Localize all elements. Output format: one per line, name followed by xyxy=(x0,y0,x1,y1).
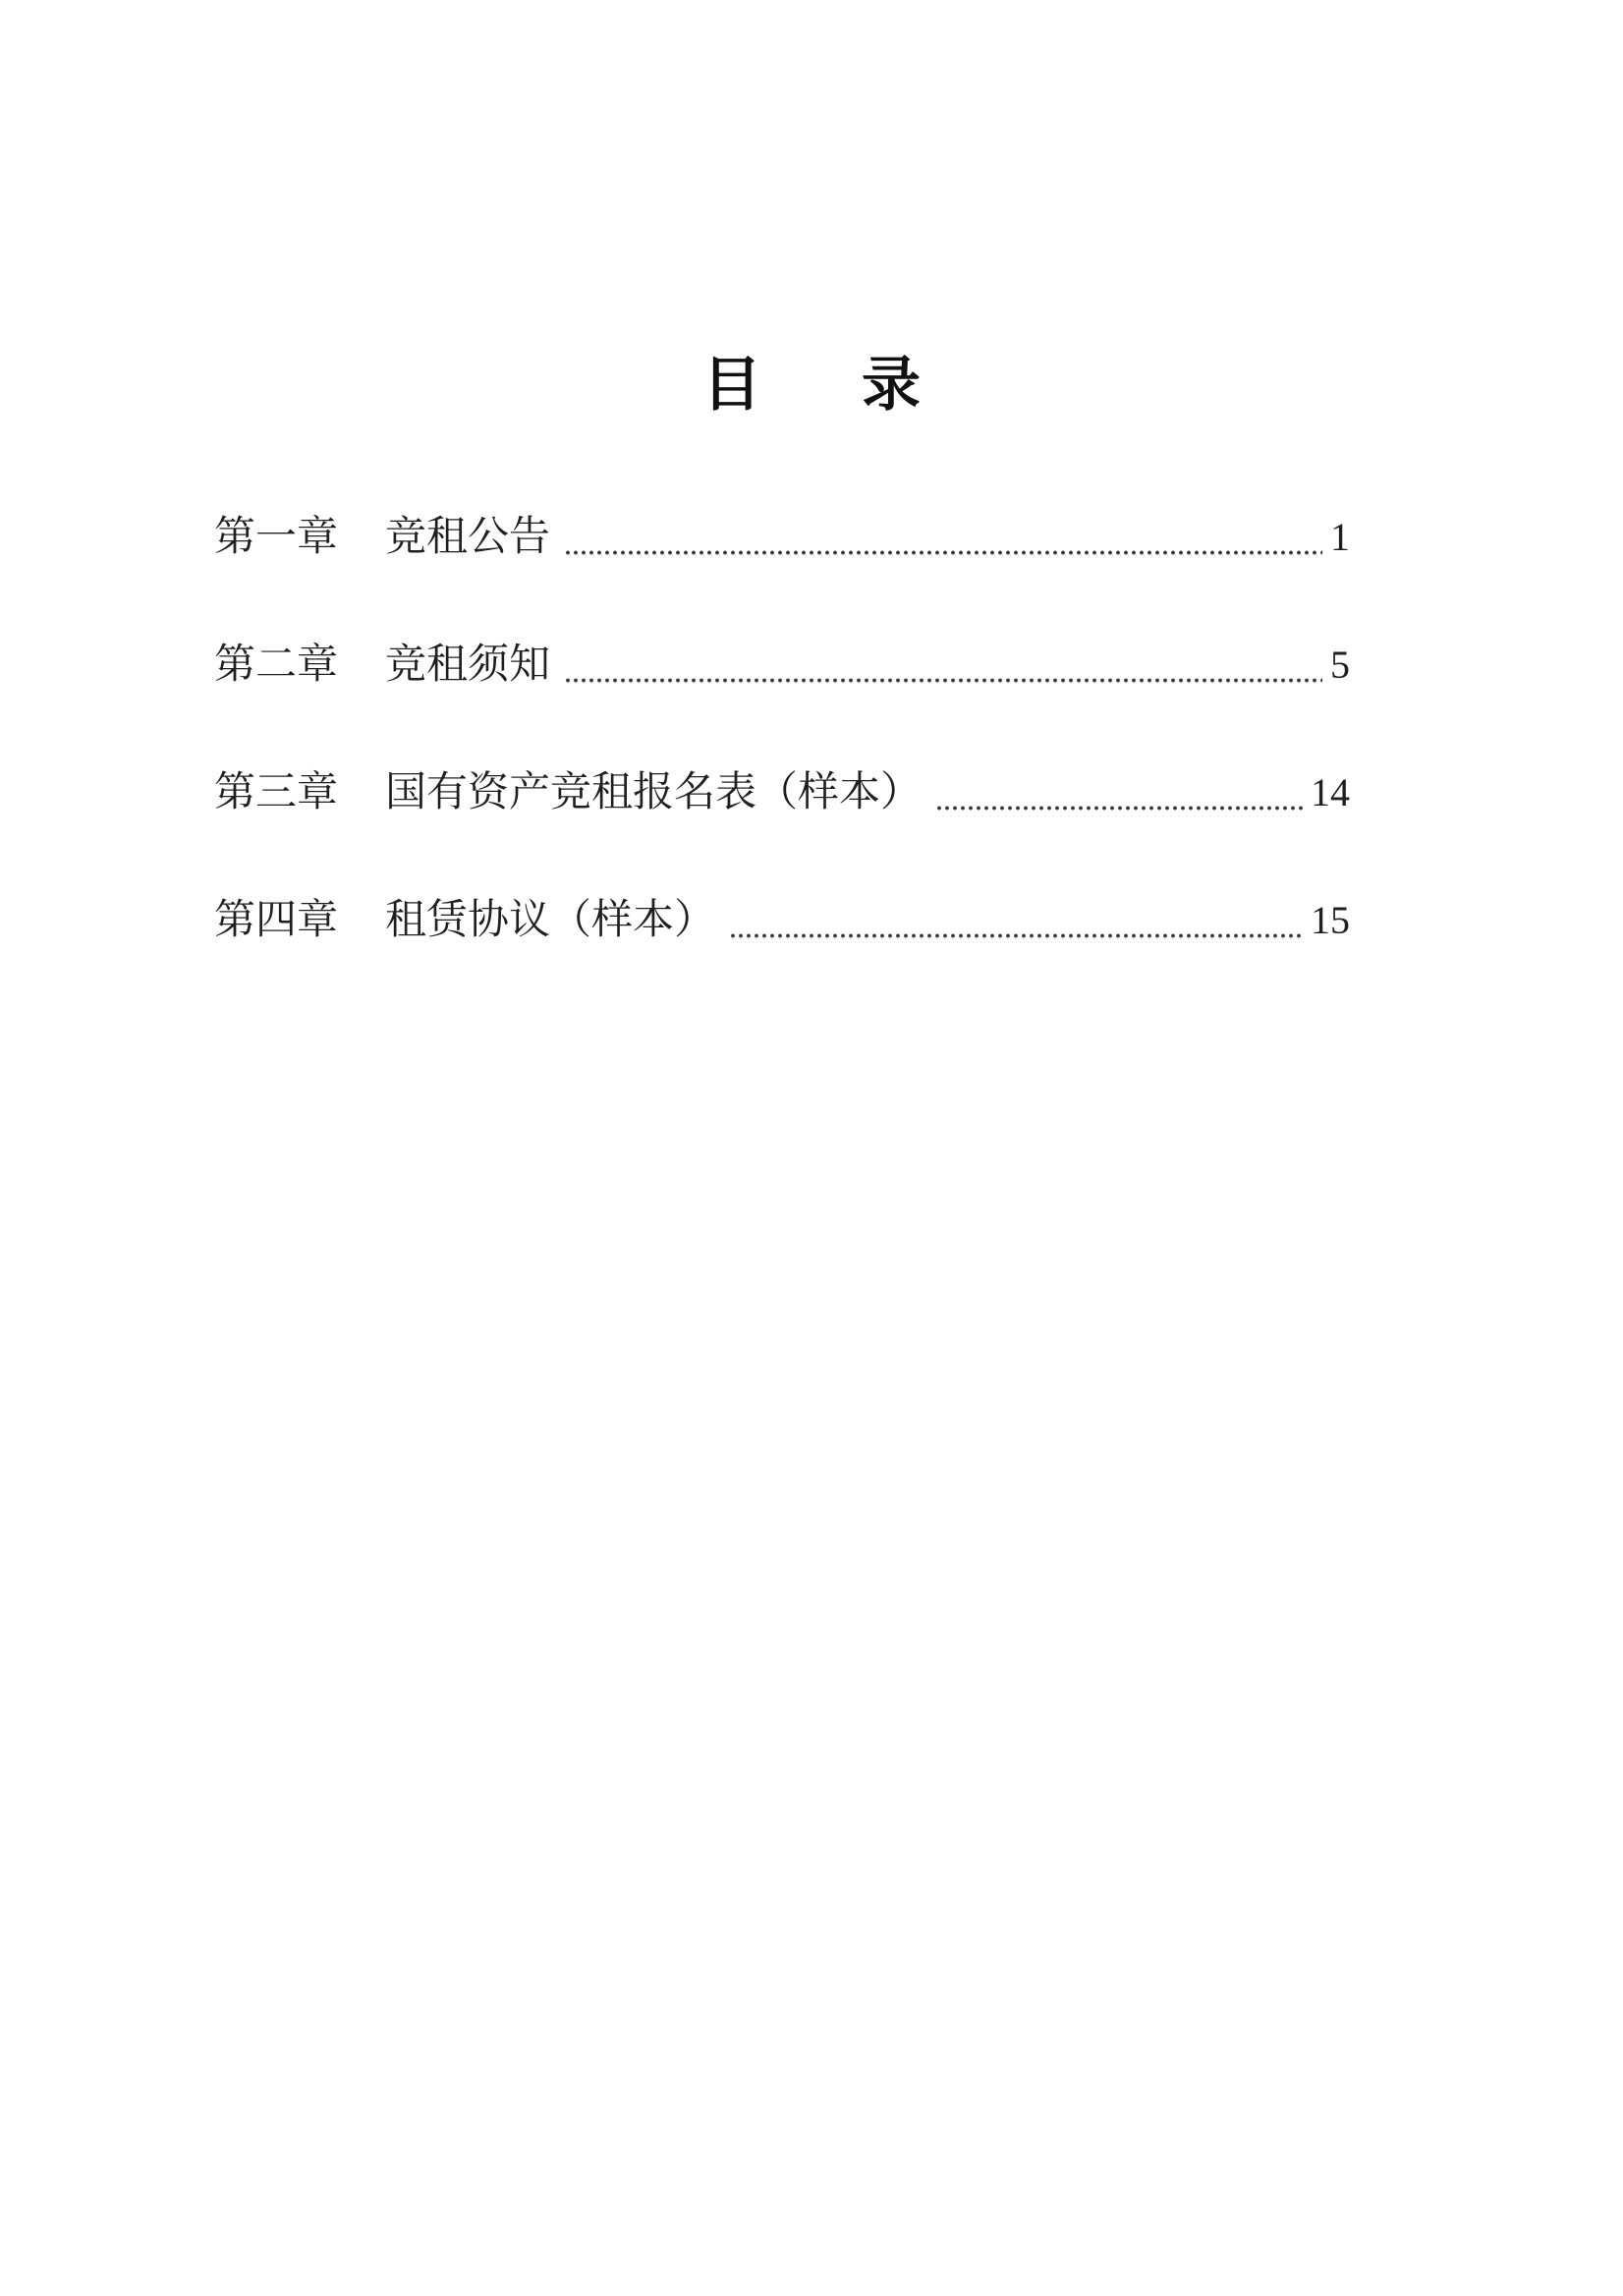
dot-leader xyxy=(935,806,1303,811)
toc-entry-title: 租赁协议（样本） xyxy=(385,898,716,943)
toc-entry-title: 国有资产竞租报名表（样本） xyxy=(385,770,923,815)
toc-entry-chapter-2[interactable] xyxy=(214,639,1350,686)
toc-entry-title: 竞租须知 xyxy=(385,643,551,688)
toc-chapter-label: 第三章 xyxy=(214,770,339,815)
dot-leader xyxy=(729,933,1303,938)
toc-page-number: 14 xyxy=(1311,770,1350,814)
toc-page-number: 5 xyxy=(1330,643,1350,687)
toc-entry-chapter-1[interactable] xyxy=(214,511,1350,558)
table-of-contents xyxy=(214,511,1350,1022)
dot-leader xyxy=(564,678,1322,683)
toc-chapter-label: 第一章 xyxy=(214,515,339,560)
toc-entry-chapter-3[interactable] xyxy=(214,766,1350,813)
page-title-char-right: 录 xyxy=(862,353,921,418)
toc-page-number: 1 xyxy=(1330,515,1350,559)
page-title-char-left: 目 xyxy=(702,353,761,418)
toc-entry-chapter-4[interactable] xyxy=(214,894,1350,941)
toc-chapter-label: 第二章 xyxy=(214,643,339,688)
toc-chapter-label: 第四章 xyxy=(214,898,339,943)
dot-leader xyxy=(564,550,1322,555)
toc-page-number: 15 xyxy=(1311,898,1350,942)
page-title xyxy=(0,353,1623,418)
toc-entry-title: 竞租公告 xyxy=(385,515,551,560)
